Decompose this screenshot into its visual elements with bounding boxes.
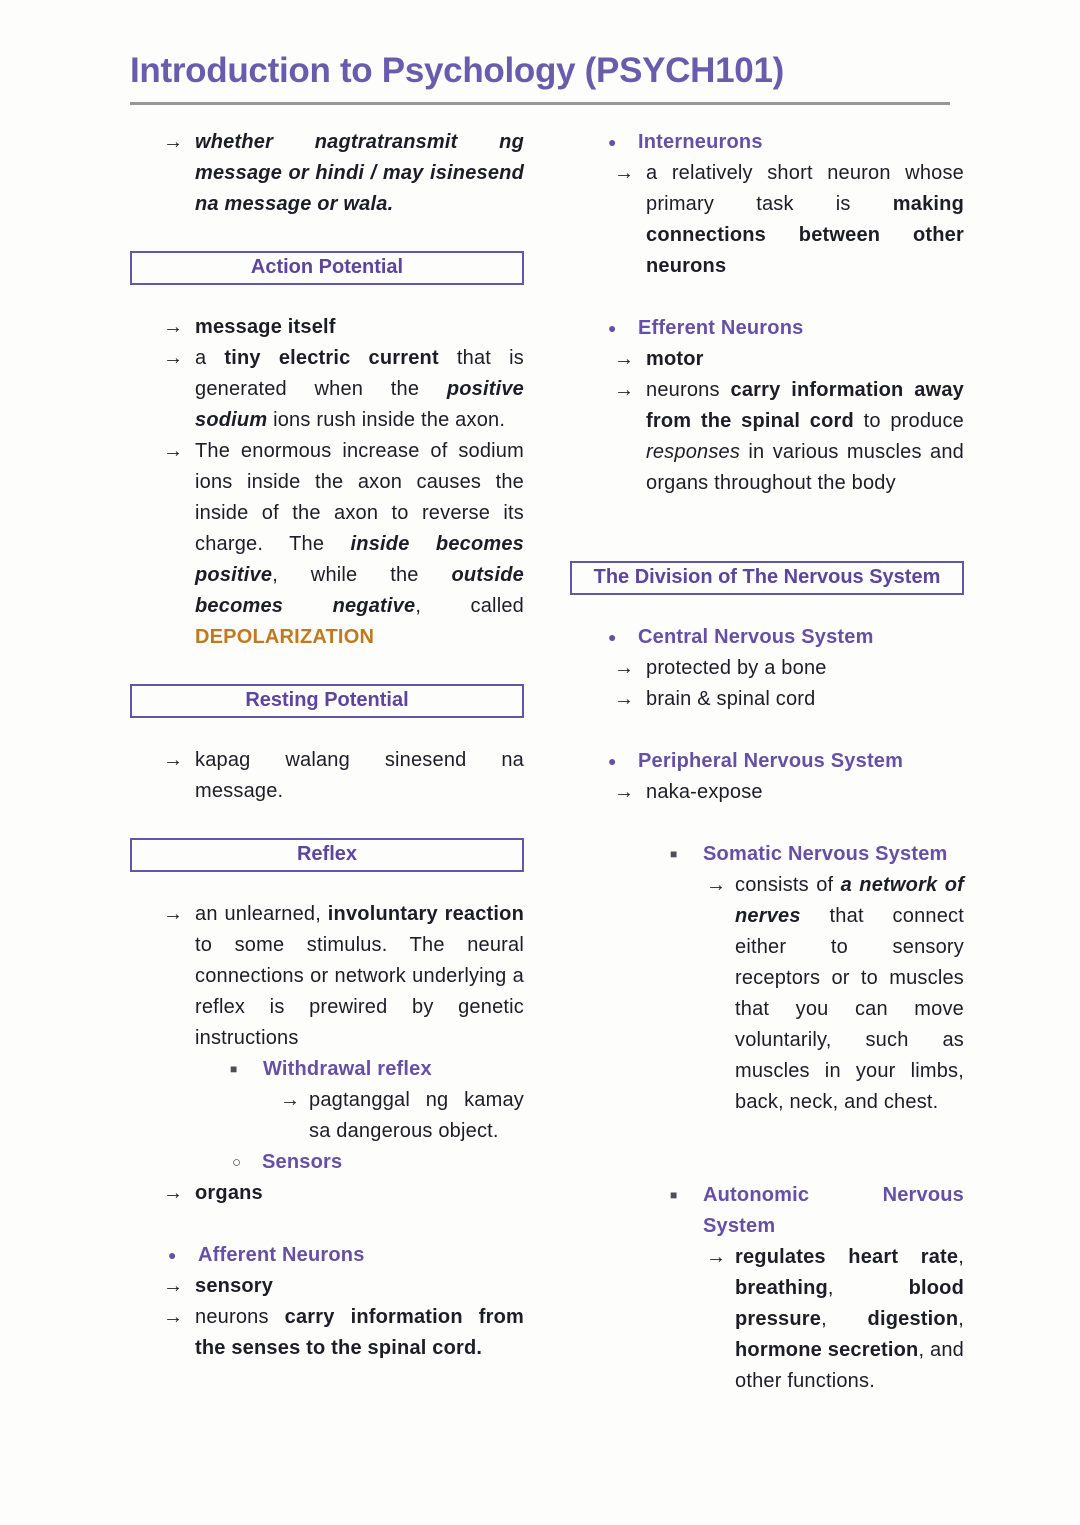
text-segment: Peripheral Nervous System — [638, 750, 904, 772]
arrow-icon: → — [614, 688, 634, 710]
square-bullet-icon: ■ — [670, 1188, 678, 1202]
title-underline — [130, 102, 950, 105]
text-segment: brain & spinal cord — [646, 688, 816, 710]
text-segment: organs — [195, 1182, 263, 1204]
text-segment: neurons — [646, 379, 731, 401]
text-segment: pagtanggal ng kamay sa dangerous object. — [309, 1089, 524, 1142]
circle-bullet-icon: ○ — [232, 1154, 242, 1171]
text-segment: outside becomes negative — [195, 564, 524, 617]
bullet-heading-item — [570, 622, 964, 653]
arrow-icon: → — [163, 440, 183, 462]
text-segment: Central Nervous System — [638, 626, 874, 648]
text-segment: a network of nerves — [735, 874, 964, 927]
note-text — [638, 622, 964, 653]
text-segment: motor — [646, 348, 704, 370]
section-title: Action Potential — [250, 256, 404, 278]
bullet-heading-item — [130, 1054, 524, 1085]
section-title-box — [130, 684, 524, 718]
note-text — [195, 1178, 524, 1209]
arrow-icon: → — [163, 1182, 183, 1204]
note-text — [646, 684, 964, 715]
text-segment: , and other functions. — [735, 1339, 964, 1392]
note-text — [195, 343, 524, 436]
text-segment: involuntary reaction — [327, 903, 525, 925]
text-segment: Efferent Neurons — [638, 317, 804, 339]
bullet-heading-item — [130, 1147, 524, 1178]
bullet-heading-item — [570, 746, 964, 777]
text-segment: responses — [646, 441, 741, 463]
arrow-icon: → — [163, 131, 183, 153]
text-segment: Sensors — [262, 1151, 343, 1173]
text-segment: breathing — [735, 1277, 828, 1299]
section-title: The Division of The Nervous System — [593, 566, 941, 588]
blank-line — [570, 1149, 964, 1180]
disc-bullet-icon: ● — [168, 1247, 177, 1263]
text-segment: ions rush inside the axon. — [267, 409, 506, 431]
notes-column-left — [130, 127, 524, 1397]
text-segment: tiny electric current — [224, 347, 439, 369]
note-text — [262, 1147, 524, 1178]
text-segment: , called — [415, 595, 524, 617]
note-item — [130, 127, 524, 220]
note-text — [638, 746, 964, 777]
text-segment: neurons — [195, 1306, 285, 1328]
note-text — [309, 1085, 524, 1147]
text-segment: carry information from the senses to the spinal cord. — [195, 1306, 524, 1359]
text-segment: positive sodium — [195, 378, 524, 431]
note-item — [130, 1271, 524, 1302]
note-text — [195, 127, 524, 220]
square-bullet-icon: ■ — [230, 1062, 238, 1076]
text-segment: protected by a bone — [646, 657, 827, 679]
text-segment: consists of — [735, 874, 841, 896]
square-bullet-icon: ■ — [670, 847, 678, 861]
note-item — [130, 436, 524, 653]
note-item — [570, 684, 964, 715]
note-item — [130, 899, 524, 1054]
text-segment: naka-expose — [646, 781, 763, 803]
note-text — [646, 344, 964, 375]
text-segment: Withdrawal reflex — [263, 1058, 432, 1080]
page-title: Introduction to Psychology (PSYCH101) — [130, 51, 784, 90]
note-text — [195, 1271, 524, 1302]
text-segment: Somatic Nervous System — [703, 843, 948, 865]
note-item — [570, 653, 964, 684]
section-title: Reflex — [296, 843, 358, 865]
text-segment: to produce — [853, 410, 964, 432]
text-segment: Interneurons — [638, 131, 763, 153]
text-segment: , — [958, 1308, 964, 1330]
note-text — [638, 313, 964, 344]
blank-line — [130, 1209, 524, 1240]
bullet-heading-item — [570, 1180, 964, 1242]
note-item — [570, 777, 964, 808]
text-segment: kapag walang sinesend na message. — [195, 749, 524, 802]
blank-line — [570, 282, 964, 313]
text-segment: whether nagtratransmit ng message or hindi / may isinesend na message or wala. — [195, 131, 524, 215]
bullet-heading-item — [570, 839, 964, 870]
text-segment: carry information away from the spinal cord — [646, 379, 964, 432]
note-text — [646, 653, 964, 684]
disc-bullet-icon: ● — [608, 629, 617, 645]
text-segment: message itself — [195, 316, 336, 338]
text-segment: that is generated when the — [195, 347, 524, 400]
text-segment: to some stimulus. The neural connections or network underlying a reflex is prewired by genetic instructions — [195, 934, 524, 1049]
section-title-box — [130, 251, 524, 285]
arrow-icon: → — [163, 749, 183, 771]
text-segment: digestion — [867, 1308, 959, 1330]
text-segment: inside becomes positive — [195, 533, 525, 586]
text-segment: , — [827, 1277, 909, 1299]
note-text — [638, 127, 964, 158]
arrow-icon: → — [614, 657, 634, 679]
text-segment: regulates heart rate — [735, 1246, 959, 1268]
bullet-heading-item — [570, 313, 964, 344]
blank-line — [570, 808, 964, 839]
note-item — [130, 343, 524, 436]
text-segment: an unlearned, — [195, 903, 328, 925]
note-text — [646, 777, 964, 808]
text-segment: , — [958, 1246, 964, 1268]
bullet-heading-item — [570, 127, 964, 158]
text-segment: in various muscles and organs throughout the body — [646, 441, 964, 494]
blank-line — [570, 715, 964, 746]
arrow-icon: → — [163, 1275, 183, 1297]
text-segment: making connections between other neurons — [646, 193, 964, 277]
arrow-icon: → — [163, 903, 183, 925]
note-item — [130, 1302, 524, 1364]
arrow-icon: → — [163, 347, 183, 369]
arrow-icon: → — [280, 1089, 300, 1111]
disc-bullet-icon: ● — [608, 320, 617, 336]
note-item — [130, 745, 524, 807]
arrow-icon: → — [614, 348, 634, 370]
note-text — [195, 1302, 524, 1364]
note-text — [646, 375, 964, 499]
bullet-heading-item — [130, 1240, 524, 1271]
note-text — [263, 1054, 524, 1085]
note-item — [570, 375, 964, 499]
note-item — [130, 312, 524, 343]
arrow-icon: → — [614, 162, 634, 184]
note-item — [130, 1178, 524, 1209]
disc-bullet-icon: ● — [608, 134, 617, 150]
notes-columns — [130, 127, 1080, 1397]
section-title-box — [570, 561, 964, 595]
text-segment: , while the — [272, 564, 452, 586]
page-header — [0, 0, 1080, 105]
note-item — [570, 344, 964, 375]
note-text — [195, 436, 524, 653]
text-segment: Afferent Neurons — [198, 1244, 365, 1266]
arrow-icon: → — [614, 781, 634, 803]
arrow-icon: → — [706, 1246, 726, 1268]
text-segment: a — [195, 347, 225, 369]
text-segment: that connect either to sensory receptors or to muscles that you can move voluntarily, such as muscles in your limbs, back, neck, and chest. — [735, 905, 964, 1113]
notes-column-right — [570, 127, 964, 1397]
text-segment: Autonomic Nervous System — [703, 1184, 964, 1237]
note-text — [195, 312, 524, 343]
arrow-icon: → — [163, 1306, 183, 1328]
note-item — [570, 870, 964, 1118]
note-text — [195, 745, 524, 807]
text-segment: a relatively short neuron whose primary task is — [646, 162, 964, 215]
note-text — [703, 1180, 964, 1242]
note-text — [735, 1242, 964, 1397]
note-text — [646, 158, 964, 282]
section-title: Resting Potential — [245, 689, 409, 711]
note-item — [570, 1242, 964, 1397]
text-segment: , — [821, 1308, 868, 1330]
arrow-icon: → — [163, 316, 183, 338]
text-segment: The enormous increase of sodium ions inside the axon causes the inside of the axon to reverse its charge. The — [195, 440, 524, 555]
text-segment: sensory — [195, 1275, 274, 1297]
note-item — [130, 1085, 524, 1147]
note-text — [735, 870, 964, 1118]
arrow-icon: → — [706, 874, 726, 896]
note-text — [195, 899, 524, 1054]
arrow-icon: → — [614, 379, 634, 401]
text-segment: DEPOLARIZATION — [195, 626, 375, 648]
blank-line — [570, 1118, 964, 1149]
text-segment: blood pressure — [735, 1277, 964, 1330]
blank-line — [570, 499, 964, 530]
note-text — [198, 1240, 524, 1271]
disc-bullet-icon: ● — [608, 753, 617, 769]
text-segment: hormone secretion — [735, 1339, 919, 1361]
note-text — [703, 839, 964, 870]
section-title-box — [130, 838, 524, 872]
note-item — [570, 158, 964, 282]
